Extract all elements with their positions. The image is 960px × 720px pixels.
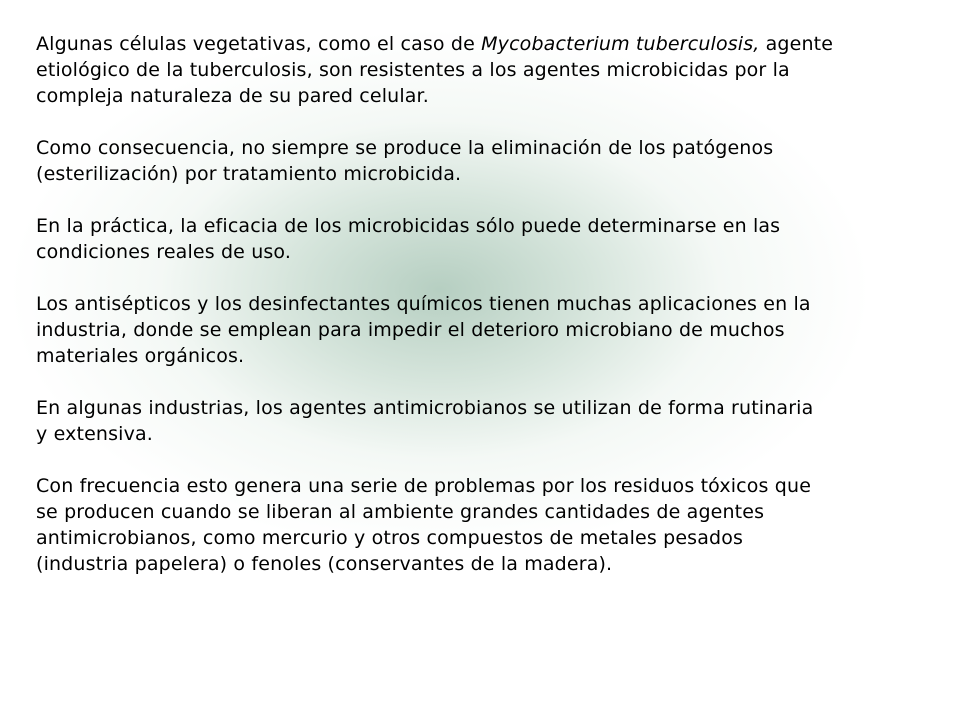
text-line	[36, 421, 916, 447]
text-segment: En la práctica, la eficacia de los microbicidas sólo puede determinarse en las	[36, 215, 781, 237]
text-segment: Los antisépticos y los desinfectantes químicos tienen muchas aplicaciones en la	[36, 293, 811, 315]
text-segment: En algunas industrias, los agentes antimicrobianos se utilizan de forma rutinaria	[36, 397, 814, 419]
text-segment: Algunas células vegetativas, como el caso de	[36, 33, 482, 55]
paragraph	[36, 395, 916, 447]
text-segment: etiológico de la tuberculosis, son resistentes a los agentes microbicidas por la	[36, 59, 790, 81]
text-line	[36, 161, 916, 187]
text-segment: (industria papelera) o fenoles (conservantes de la madera).	[36, 553, 613, 575]
paragraph	[36, 291, 916, 369]
text-line	[36, 343, 916, 369]
paragraph	[36, 135, 916, 187]
text-line	[36, 239, 916, 265]
text-line	[36, 551, 916, 577]
text-line	[36, 213, 916, 239]
text-segment: condiciones reales de uso.	[36, 241, 292, 263]
text-line	[36, 31, 916, 57]
text-line	[36, 499, 916, 525]
paragraph	[36, 473, 916, 577]
slide-body-text	[36, 31, 916, 577]
text-line	[36, 291, 916, 317]
text-line	[36, 395, 916, 421]
text-line	[36, 525, 916, 551]
text-segment: antimicrobianos, como mercurio y otros compuestos de metales pesados	[36, 527, 744, 549]
text-segment: se producen cuando se liberan al ambiente grandes cantidades de agentes	[36, 501, 765, 523]
text-line	[36, 317, 916, 343]
text-segment: Como consecuencia, no siempre se produce la eliminación de los patógenos	[36, 137, 774, 159]
text-line	[36, 57, 916, 83]
italic-text-segment: Mycobacterium tuberculosis,	[481, 33, 760, 55]
text-segment: (esterilización) por tratamiento microbicida.	[36, 163, 462, 185]
text-line	[36, 83, 916, 109]
text-segment: agente	[759, 33, 834, 55]
text-segment: y extensiva.	[36, 423, 153, 445]
paragraph	[36, 31, 916, 109]
text-segment: Con frecuencia esto genera una serie de problemas por los residuos tóxicos que	[36, 475, 812, 497]
paragraph	[36, 213, 916, 265]
text-line	[36, 473, 916, 499]
text-line	[36, 135, 916, 161]
text-segment: materiales orgánicos.	[36, 345, 245, 367]
text-segment: compleja naturaleza de su pared celular.	[36, 85, 429, 107]
text-segment: industria, donde se emplean para impedir el deterioro microbiano de muchos	[36, 319, 785, 341]
